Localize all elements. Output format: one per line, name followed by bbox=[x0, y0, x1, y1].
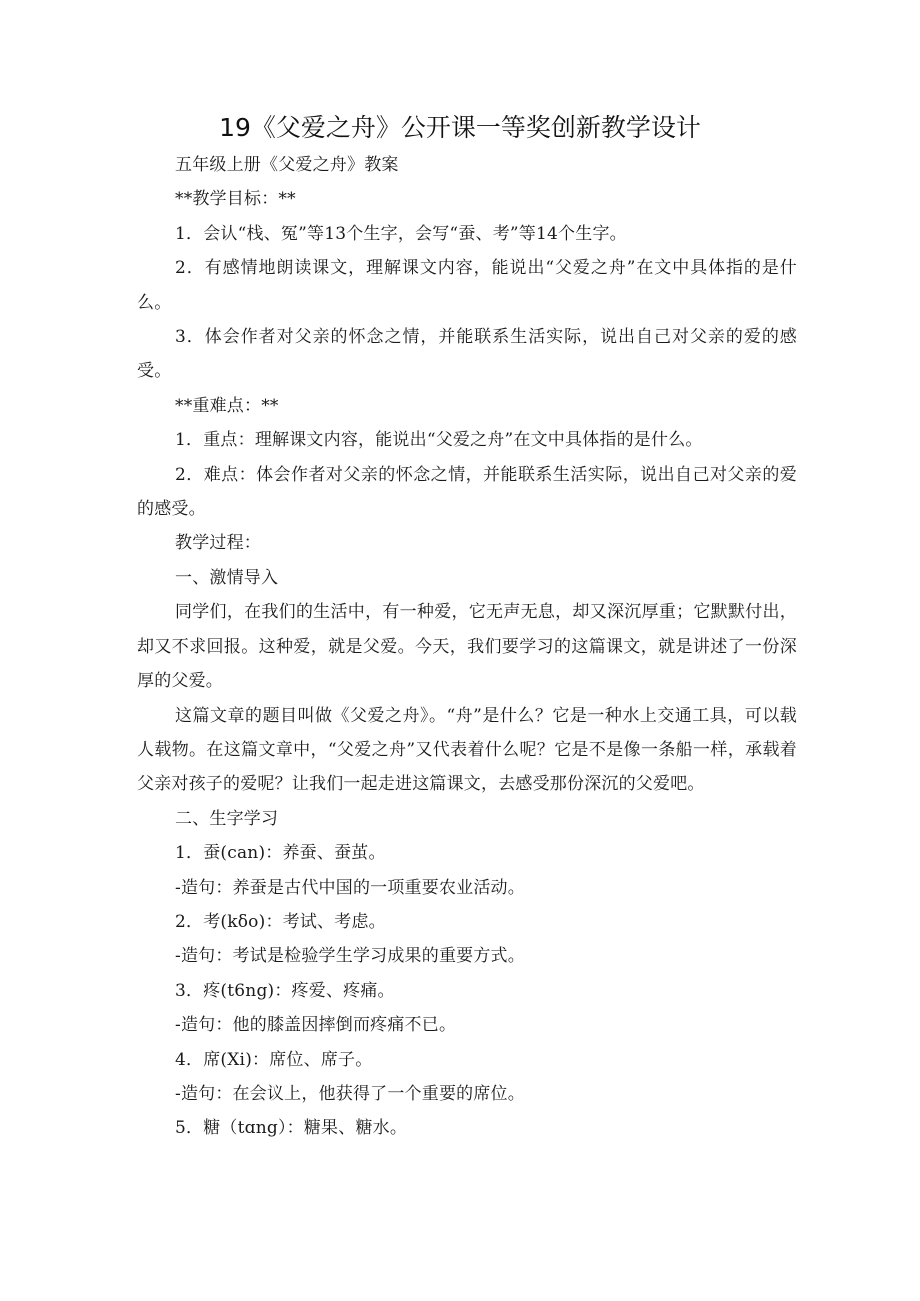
vocabulary-item: 3．疼(t6ng)：疼爱、疼痛。 bbox=[175, 980, 395, 1001]
body-paragraph: 同学们，在我们的生活中，有一种爱，它无声无息，却又深沉厚重；它默默付出，却又不求回报。这种爱，就是父爱。今天，我们要学习的这篇课文，就是讲述了一份深厚的父爱。 bbox=[137, 602, 797, 692]
vocabulary-item: 1．蚕(can)：养蚕、蚕茧。 bbox=[175, 843, 386, 864]
objective-item: 3．体会作者对父亲的怀念之情，并能联系生活实际，说出自己对父亲的爱的感受。 bbox=[137, 327, 797, 382]
key-point-item: 1．重点：理解课文内容，能说出“父爱之舟”在文中具体指的是什么。 bbox=[175, 430, 703, 451]
subsection-heading-vocabulary: 二、生字学习 bbox=[175, 808, 279, 829]
section-heading-process: 教学过程： bbox=[175, 533, 261, 554]
example-sentence: -造句：考试是检验学生学习成果的重要方式。 bbox=[175, 946, 525, 967]
example-sentence: -造句：在会议上，他获得了一个重要的席位。 bbox=[175, 1083, 525, 1104]
vocabulary-item: 4．席(Xi)：席位、席子。 bbox=[175, 1049, 373, 1070]
vocabulary-item: 5．糖（tɑng）：糖果、糖水。 bbox=[175, 1118, 408, 1139]
document-title: 19《父爱之舟》公开课一等奖创新教学设计 bbox=[219, 113, 701, 142]
lesson-subtitle: 五年级上册《父爱之舟》教案 bbox=[175, 155, 399, 175]
document-body bbox=[137, 148, 797, 1146]
objective-item: 2．有感情地朗读课文，理解课文内容，能说出“父爱之舟”在文中具体指的是什么。 bbox=[137, 258, 797, 313]
key-point-item: 2．难点：体会作者对父亲的怀念之情，并能联系生活实际，说出自己对父亲的爱的感受。 bbox=[137, 464, 797, 520]
example-sentence: -造句：养蚕是古代中国的一项重要农业活动。 bbox=[175, 877, 525, 898]
section-heading-key-points: **重难点：** bbox=[175, 395, 279, 416]
objective-item: 1．会认“栈、冤”等13个生字，会写“蚕、考”等14个生字。 bbox=[175, 223, 627, 244]
subsection-heading-intro: 一、激情导入 bbox=[175, 567, 279, 588]
body-paragraph: 这篇文章的题目叫做《父爱之舟》。“舟”是什么？它是一种水上交通工具，可以载人载物。在这篇文章中，“父爱之舟”又代表着什么呢？它是不是像一条船一样，承载着父亲对孩子的爱呢？让我们一起走进这篇课文，去感受那份深沉的父爱吧。 bbox=[137, 705, 797, 795]
section-heading-objectives: **教学目标：** bbox=[175, 189, 296, 210]
vocabulary-item: 2．考(kδo)：考试、考虑。 bbox=[175, 911, 386, 932]
example-sentence: -造句：他的膝盖因摔倒而疼痛不已。 bbox=[175, 1015, 457, 1036]
